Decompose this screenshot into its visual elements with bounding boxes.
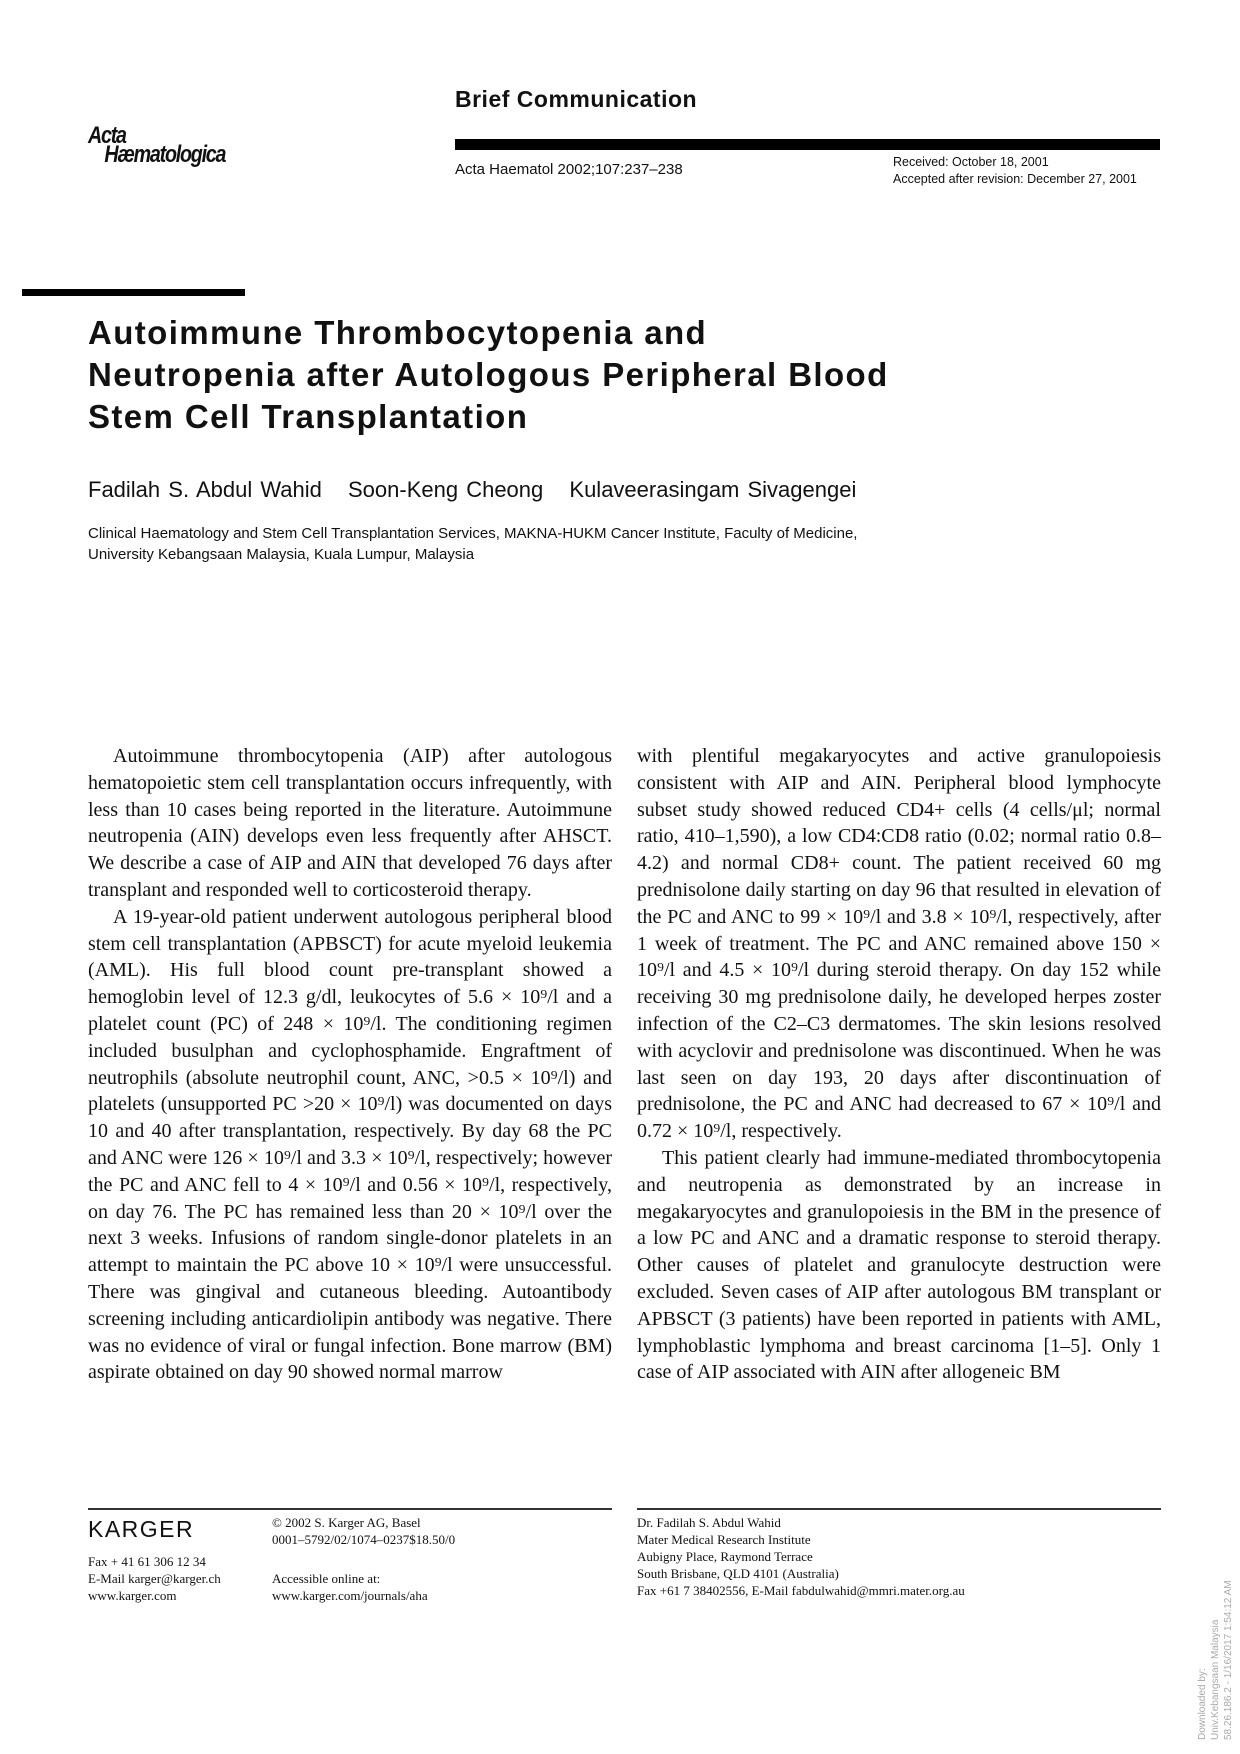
- download-line: Downloaded by:: [1197, 1668, 1208, 1740]
- publisher-contact: [88, 1553, 221, 1604]
- section-label: Brief Communication: [455, 86, 698, 112]
- affiliation-line: Clinical Haematology and Stem Cell Transplantation Services, MAKNA-HUKM Cancer Institute, Faculty of Medicine,: [88, 525, 858, 542]
- publisher-fax: Fax + 41 61 306 12 34: [88, 1554, 206, 1569]
- body-column-left: [88, 743, 612, 1386]
- journal-logo-line2: Hæmatologica: [104, 141, 226, 168]
- copyright-block: [272, 1514, 455, 1548]
- footer-rule: [88, 1508, 612, 1510]
- body-column-right: [637, 743, 1161, 1386]
- citation: Acta Haematol 2002;107:237–238: [455, 161, 683, 178]
- title-line: Neutropenia after Autologous Peripheral Blood: [88, 356, 889, 393]
- correspondence-contact[interactable]: Fax +61 7 38402556, E-Mail fabdulwahid@mmri.mater.org.au: [637, 1583, 965, 1598]
- article-dates: [893, 154, 1137, 188]
- correspondence-line: Aubigny Place, Raymond Terrace: [637, 1549, 813, 1564]
- author: Soon-Keng Cheong: [348, 477, 544, 502]
- online-url[interactable]: www.karger.com/journals/aha: [272, 1588, 428, 1603]
- download-watermark: [1196, 1580, 1235, 1740]
- accepted-date: Accepted after revision: December 27, 2001: [893, 172, 1137, 186]
- issn-code: 0001–5792/02/1074–0237$18.50/0: [272, 1532, 456, 1547]
- body-paragraph: This patient clearly had immune-mediated thrombocytopenia and neutropenia as demonstrated by an increase in megakaryocytes and granulopoiesis in the BM in the presence of a low PC and ANC and a dramatic response to steroid therapy. Other causes of platelet and granulocyte destruction were excluded. Seven cases of AIP after autologous BM transplant or APBSCT (3 patients) have been reported in patients with AML, lymphoblastic lymphoma and breast carcinoma [1–5]. Only 1 case of AIP associated with AIN after allogeneic BM: [637, 1146, 1161, 1384]
- body-paragraph: Autoimmune thrombocytopenia (AIP) after autologous hematopoietic stem cell transplantation occurs infrequently, with less than 10 cases being reported in the literature. Autoimmune neutropenia (AIN) develops even less frequently after AHSCT. We describe a case of AIP and AIN that developed 76 days after transplant and responded well to corticosteroid therapy.: [88, 745, 612, 901]
- header-rule: [455, 139, 1160, 150]
- author: Kulaveerasingam Sivagengei: [569, 477, 857, 502]
- correspondence-name: Dr. Fadilah S. Abdul Wahid: [637, 1515, 781, 1530]
- publisher-logo: KARGER: [88, 1516, 195, 1542]
- title-rule: [22, 289, 245, 296]
- footer-rule: [637, 1508, 1161, 1510]
- correspondence-line: Mater Medical Research Institute: [637, 1532, 811, 1547]
- article-title: [88, 312, 1088, 438]
- title-line: Stem Cell Transplantation: [88, 398, 529, 435]
- correspondence-address: [637, 1514, 965, 1599]
- download-line: 58.26.186.2 - 1/16/2017 1:54:12 AM: [1223, 1580, 1234, 1740]
- journal-logo: [88, 122, 226, 168]
- title-line: Autoimmune Thrombocytopenia and: [88, 314, 708, 351]
- online-label: Accessible online at:: [272, 1571, 381, 1586]
- affiliation-line: University Kebangsaan Malaysia, Kuala Lumpur, Malaysia: [88, 546, 475, 563]
- affiliation: [88, 523, 988, 565]
- author-list: [88, 477, 856, 503]
- download-line: Univ.Kebangsaan Malaysia: [1210, 1619, 1221, 1740]
- author: Fadilah S. Abdul Wahid: [88, 477, 322, 502]
- publisher-email[interactable]: E-Mail karger@karger.ch: [88, 1571, 221, 1586]
- received-date: Received: October 18, 2001: [893, 155, 1049, 169]
- body-paragraph-continued: with plentiful megakaryocytes and active granulopoiesis consistent with AIP and AIN. Peripheral blood lymphocyte subset study showed reduced CD4+ cells (4 cells/μl; normal ratio, 410–1,590), a low CD4:CD8 ratio (0.02; normal ratio 0.8–4.2) and normal CD8+ count. The patient received 60 mg prednisolone daily starting on day 96 that resulted in elevation of the PC and ANC to 99 × 10⁹/l and 3.8 × 10⁹/l, respectively, after 1 week of treatment. The PC and ANC remained above 150 × 10⁹/l and 4.5 × 10⁹/l during steroid therapy. On day 152 while receiving 30 mg prednisolone daily, he developed herpes zoster infection of the C2–C3 dermatomes. The skin lesions resolved with acyclovir and prednisolone was discontinued. When he was last seen on day 193, 20 days after discontinuation of prednisolone, the PC and ANC had decreased to 67 × 10⁹/l and 0.72 × 10⁹/l, respectively.: [637, 745, 1161, 1143]
- journal-logo-line1: Acta: [88, 122, 126, 149]
- copyright: © 2002 S. Karger AG, Basel: [272, 1515, 421, 1530]
- online-access: [272, 1570, 428, 1604]
- body-paragraph: A 19-year-old patient underwent autologous peripheral blood stem cell transplantation (APBSCT) for acute myeloid leukemia (AML). His full blood count pre-transplant showed a hemoglobin level of 12.3 g/dl, leukocytes of 5.6 × 10⁹/l and a platelet count (PC) of 248 × 10⁹/l. The conditioning regimen included busulphan and cyclophosphamide. Engraftment of neutrophils (absolute neutrophil count, ANC, >0.5 × 10⁹/l) and platelets (unsupported PC >20 × 10⁹/l) was documented on days 10 and 40 after transplantation, respectively. By day 68 the PC and ANC were 126 × 10⁹/l and 3.3 × 10⁹/l, respectively; however the PC and ANC fell to 4 × 10⁹/l and 0.56 × 10⁹/l, respectively, on day 76. The PC has remained less than 20 × 10⁹/l over the next 3 weeks. Infusions of random single-donor platelets in an attempt to maintain the PC above 10 × 10⁹/l were unsuccessful. There was gingival and cutaneous bleeding. Autoantibody screening including anticardiolipin antibody was negative. There was no evidence of viral or fungal infection. Bone marrow (BM) aspirate obtained on day 90 showed normal marrow: [88, 905, 612, 1384]
- publisher-website[interactable]: www.karger.com: [88, 1588, 177, 1603]
- correspondence-line: South Brisbane, QLD 4101 (Australia): [637, 1566, 839, 1581]
